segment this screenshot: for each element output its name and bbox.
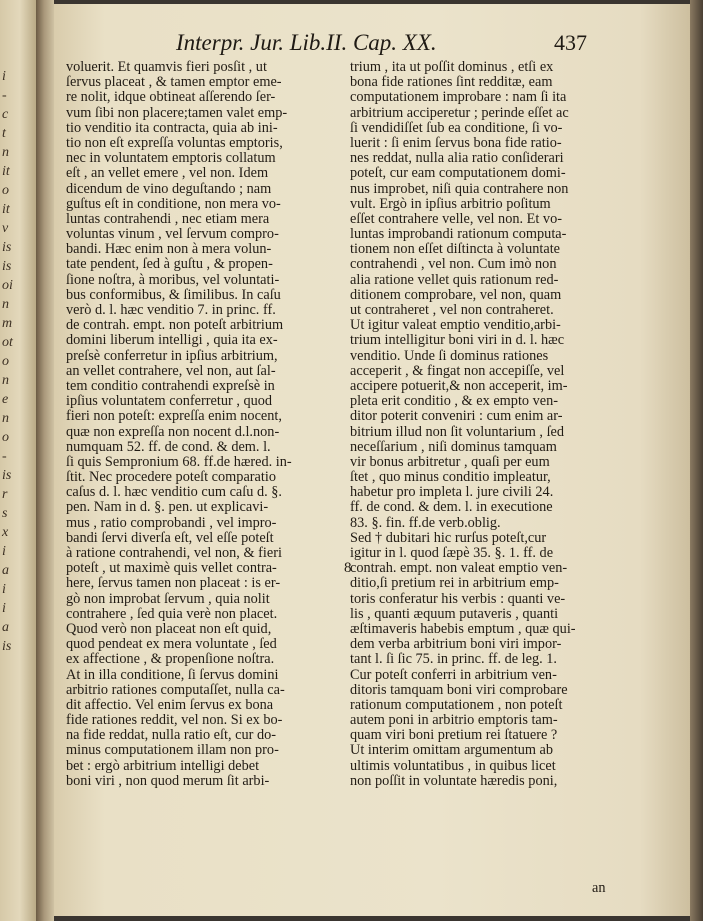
text-line: quod pendeat ex mera voluntate , ſed	[66, 636, 277, 653]
text-line: trium intelligitur boni viri in d. l. hæc	[350, 332, 565, 349]
text-line: vum ſibi non placere;tamen valet emp-	[66, 104, 288, 121]
text-line: ff. de cond. & dem. l. in executione	[350, 499, 553, 516]
text-line: numquam 52. ff. de cond. & dem. l.	[66, 438, 271, 455]
text-line: ſervus placeat , & tamen emptor eme-	[66, 74, 282, 91]
previous-page-fragment: a	[2, 620, 9, 635]
text-line: poteſt , ut maximè quis vellet contra-	[66, 560, 277, 577]
previous-page-fragment: is	[2, 468, 12, 483]
text-line: dicendum de vino deguſtando ; nam	[66, 180, 272, 197]
marginal-paragraph-number: 8	[344, 560, 352, 576]
text-line: domini liberum intelligi , quia ita ex-	[66, 332, 278, 349]
text-line: contrah. empt. non valeat emptio ven-	[350, 560, 568, 577]
text-line: At in illa conditione, ſi ſervus domini	[66, 666, 279, 683]
text-line: Ut interim omittam argumentum ab	[350, 742, 554, 759]
text-line: trium , ita ut poſſit dominus , etſi ex	[350, 59, 554, 75]
text-line: mus , ratio comprobandi , vel impro-	[66, 514, 277, 531]
previous-page-fragment: i	[2, 544, 6, 559]
previous-page-fragment: -	[2, 449, 7, 464]
text-line: luntas contrahendi , nec etiam mera	[66, 210, 270, 227]
text-line: dem verba arbitrium boni viri impor-	[350, 636, 562, 653]
text-line: vir bonus arbitretur , quaſi per eum	[350, 453, 550, 470]
text-line: de contrah. empt. non poteſt arbitrium	[66, 317, 284, 334]
text-line: voluntas vinum , vel ſervum compro-	[66, 226, 279, 243]
text-line: autem poni in arbitrio emptoris tam-	[350, 712, 558, 729]
previous-page-fragment: n	[2, 373, 9, 388]
catchword: an	[592, 880, 606, 896]
previous-page-fragment: e	[2, 392, 9, 407]
text-line: ultimis voluntatibus , in quibus licet	[350, 757, 556, 774]
text-line: arbitrium acciperetur ; perinde eſſet ac	[350, 104, 569, 121]
text-line: tem conditio contrahendi expreſsè in	[66, 377, 275, 394]
book-page	[54, 4, 690, 916]
text-line: pleta erit conditio , & ex empto ven-	[350, 393, 559, 410]
text-line: nec in voluntatem emptoris collatum	[66, 150, 276, 167]
previous-page-fragment: x	[2, 525, 9, 540]
text-line: ditor poterit conveniri : cum enim ar-	[350, 408, 563, 425]
previous-page-fragment: n	[2, 411, 9, 426]
text-line: caſus d. l. hæc venditio cum caſu d. §.	[66, 484, 282, 501]
previous-page-fragment: o	[2, 354, 9, 369]
text-line: neceſſarium , niſi dominus tamquam	[350, 438, 557, 455]
text-line: ſi vendidiſſet ſub ea conditione, ſi vo-	[350, 119, 563, 136]
previous-page-fragment: i	[2, 601, 6, 616]
text-line: fieri non poteſt: expreſſa enim nocent,	[66, 408, 282, 425]
text-line: ex affectione , & propenſione noſtra.	[66, 651, 275, 668]
text-line: nes reddat, nulla alia ratio conſiderari	[350, 150, 564, 167]
text-line: bona fide rationes ſint redditæ, eam	[350, 74, 553, 91]
text-line: ditoris tamquam boni viri comprobare	[350, 681, 568, 698]
text-line: à ratione contrahendi, vel non, & fieri	[66, 545, 282, 561]
text-line: vult. Ergò in ipſius arbitrio poſitum	[350, 195, 551, 212]
text-line: ſi quis Sempronium 68. ff.de hæred. in-	[66, 453, 292, 470]
previous-page-fragment: n	[2, 297, 9, 312]
text-line: minus computationem illam non pro-	[66, 742, 279, 759]
text-line: non poſſit in voluntate hæredis poni,	[350, 772, 558, 789]
text-line: ditionem comprobare, vel non, quam	[350, 286, 562, 303]
text-line: pen. Nam in d. §. pen. ut explicavi-	[66, 499, 269, 516]
text-line: tate pendent, ſed à guſtu , & propen-	[66, 256, 273, 273]
previous-page-fragment: a	[2, 563, 9, 578]
text-line: luerit : ſi enim ſervus bona fide ratio-	[350, 134, 562, 151]
text-line: fide rationes reddit, vel non. Si ex bo-	[66, 712, 283, 729]
text-line: arbitrio rationes computaſſet, nulla ca-	[66, 681, 285, 698]
text-line: Ut igitur valeat emptio venditio,arbi-	[350, 317, 561, 334]
text-line: 83. §. fin. ff.de verb.oblig.	[350, 514, 501, 531]
text-line: accipere potuerit,& non acceperit, im-	[350, 377, 568, 394]
previous-page-fragment: -	[2, 88, 7, 103]
text-line: ſtet , quo minus conditio impleatur,	[350, 469, 551, 486]
previous-page-fragment: is	[2, 240, 12, 255]
text-line: preſsè conferretur in ipſius arbitrium,	[66, 347, 278, 364]
text-line: verò d. l. hæc venditio 7. in princ. ff.	[66, 302, 276, 318]
text-line: poteſt, cur eam computationem domi-	[350, 165, 566, 182]
text-line: voluerit. Et quamvis fieri posſit , ut	[66, 59, 267, 75]
text-line: bandi ſervi diverſa eſt, vel eſſe poteſt	[66, 529, 274, 546]
text-line: ſione noſtra, à moribus, vel voluntati-	[66, 271, 280, 288]
page-number: 437	[554, 30, 587, 55]
previous-page-fragment: v	[2, 221, 9, 236]
text-line: æſtimaveris habebis emptum , quæ qui-	[350, 620, 576, 637]
text-line: dit affectio. Vel enim ſervus ex bona	[66, 696, 274, 713]
text-line: nus improbet, niſi quia contrahere non	[350, 180, 569, 197]
previous-page-fragment: c	[2, 107, 9, 122]
previous-page-fragment: is	[2, 259, 12, 274]
text-line: contrahendi , vel non. Cum imò non	[350, 256, 557, 273]
previous-page-edge	[0, 0, 36, 921]
text-line: re nolit, idque obtineat aſſerendo ſer-	[66, 89, 276, 106]
text-line: bet : ergò arbitrium intelligi debet	[66, 757, 260, 774]
text-line: luntas improbandi rationum computa-	[350, 226, 567, 243]
left-text-column	[66, 60, 332, 789]
right-page-edge	[690, 0, 703, 921]
text-line: bandi. Hæc enim non à mera volun-	[66, 241, 272, 258]
text-line: gò non improbat ſervum , quia nolit	[66, 590, 270, 607]
text-line: quæ non expreſſa non nocent d.l.non-	[66, 423, 280, 440]
text-line: na fide reddat, nulla ratio eſt, cur do-	[66, 727, 276, 744]
text-line: alia ratione vellet quis rationum red-	[350, 271, 559, 288]
text-line: acceperit , & fingat non accepiſſe, vel	[350, 362, 565, 379]
previous-page-fragment: i	[2, 582, 6, 597]
text-line: venditio. Unde ſi dominus rationes	[350, 347, 549, 364]
previous-page-fragment: oi	[2, 278, 13, 293]
text-line: here, ſervus tamen non placeat : is er-	[66, 575, 281, 592]
text-line: tio venditio ita contracta, quia ab ini-	[66, 119, 278, 136]
text-line: igitur in l. quod ſæpè 35. §. 1. ff. de	[350, 545, 554, 561]
text-line: boni viri , non quod merum ſit arbi-	[66, 772, 270, 789]
text-line: tionem non eſſet diſtincta à voluntate	[350, 241, 561, 258]
book-gutter	[36, 0, 54, 921]
text-line: Cur poteſt conferri in arbitrium ven-	[350, 666, 557, 683]
text-line: bus conformibus, & ſimilibus. In caſu	[66, 286, 281, 303]
previous-page-fragment: t	[2, 126, 6, 141]
previous-page-fragment: it	[2, 164, 10, 179]
text-line: eſt , an vellet emere , vel non. Idem	[66, 165, 269, 182]
text-line: eſſet contrahere velle, vel non. Et vo-	[350, 210, 562, 227]
text-line: computationem improbare : nam ſi ita	[350, 89, 567, 106]
text-line: bitrium illud non ſit voluntarium , ſed	[350, 423, 565, 440]
running-head	[54, 30, 690, 58]
text-line: ditio,ſi pretium rei in arbitrium emp-	[350, 575, 559, 592]
previous-page-fragment: s	[2, 506, 8, 521]
previous-page-fragment: r	[2, 487, 8, 502]
text-line: habetur pro impleta l. jure civili 24.	[350, 484, 554, 501]
previous-page-fragment: is	[2, 639, 12, 654]
right-text-column	[350, 60, 622, 789]
text-line: tio non eſt expreſſa voluntas emptoris,	[66, 134, 283, 151]
previous-page-fragment: n	[2, 145, 9, 160]
text-line: an vellet contrahere, vel non, aut ſal-	[66, 362, 276, 379]
previous-page-fragment: it	[2, 202, 10, 217]
previous-page-fragment: i	[2, 69, 6, 84]
text-line: Sed † dubitari hic rurſus poteſt,cur	[350, 529, 547, 546]
previous-page-fragment: o	[2, 183, 9, 198]
text-line: ut contraheret , vel non contraheret.	[350, 302, 554, 318]
text-line: ſtit. Nec procedere poteſt comparatio	[66, 469, 276, 486]
text-line: Quod verò non placeat non eſt quid,	[66, 620, 272, 637]
previous-page-fragment: o	[2, 430, 9, 445]
text-line: contrahere , ſed quia verè non placet.	[66, 605, 278, 622]
running-title: Interpr. Jur. Lib.II. Cap. XX.	[176, 30, 437, 55]
text-line: tant l. ſi ſic 75. in princ. ff. de leg. 1.	[350, 651, 557, 668]
text-line: toris conferatur his verbis : quanti ve-	[350, 590, 566, 607]
text-line: guſtus eſt in conditione, non mera vo-	[66, 195, 281, 212]
previous-page-fragment: m	[2, 316, 13, 331]
text-line: rationum computationem , non poteſt	[350, 696, 563, 713]
text-line: quam viri boni pretium rei ſtatuere ?	[350, 727, 558, 744]
text-line: ipſius voluntatem conferretur , quod	[66, 393, 273, 410]
previous-page-fragment: ot	[2, 335, 13, 350]
text-line: lis , quanti æquum putaveris , quanti	[350, 605, 559, 622]
